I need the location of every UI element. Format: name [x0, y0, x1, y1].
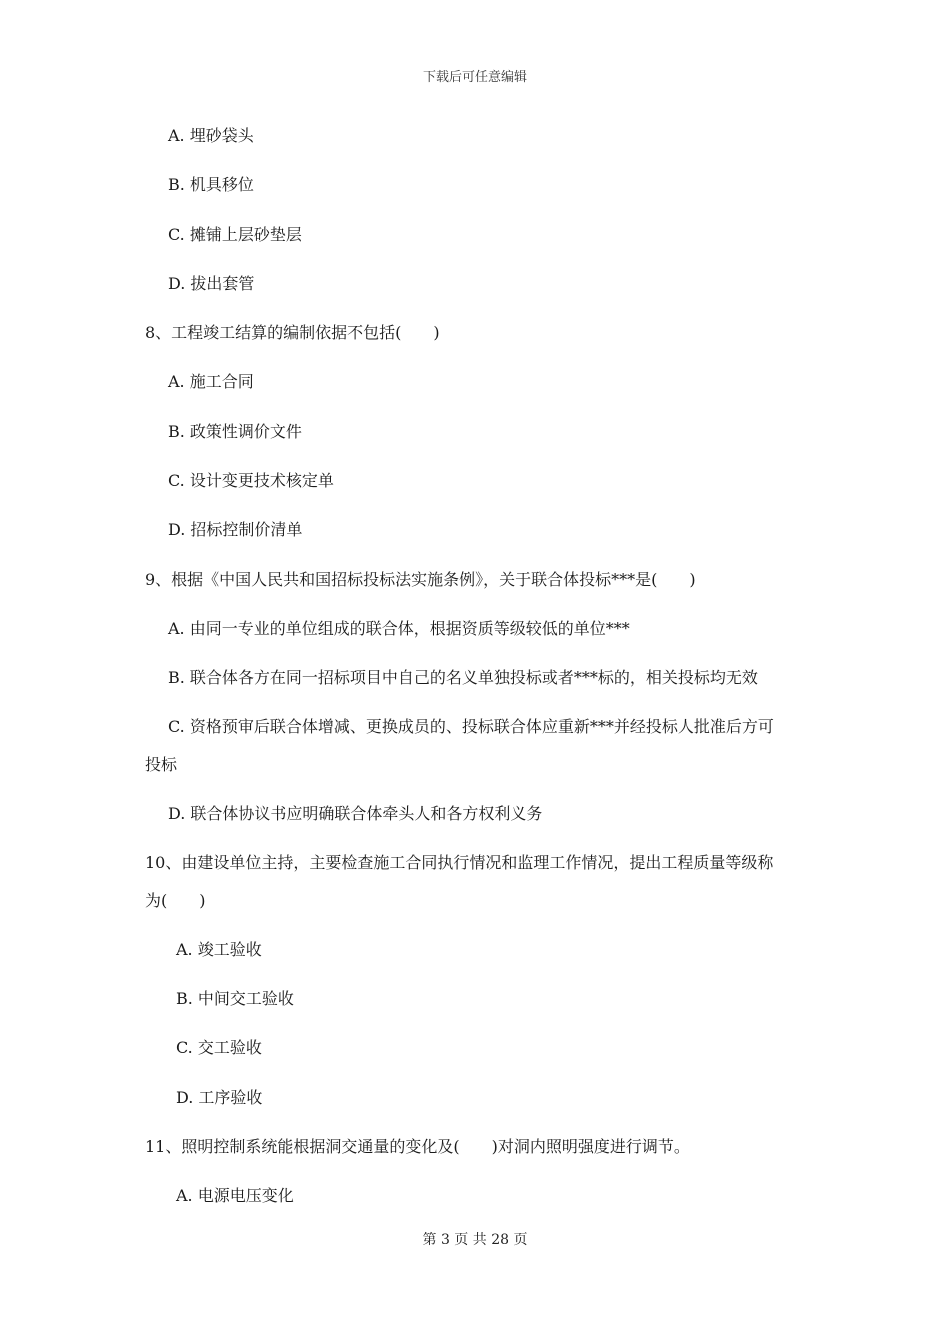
q11-option-a: A. 电源电压变化 — [176, 1186, 294, 1205]
q9-option-c: C. 资格预审后联合体增减、更换成员的、投标联合体应重新***并经投标人批准后方可 — [168, 717, 774, 736]
q10-option-b: B. 中间交工验收 — [176, 989, 294, 1008]
q8-option-d: D. 招标控制价清单 — [168, 520, 303, 539]
question-10: 10、由建设单位主持，主要检查施工合同执行情况和监理工作情况，提出工程质量等级称 — [145, 853, 774, 872]
q8-option-b: B. 政策性调价文件 — [168, 422, 302, 441]
page-header: 下载后可任意编辑 — [422, 70, 527, 85]
question-10-continued: 为( ) — [145, 891, 206, 910]
q7-option-b: B. 机具移位 — [168, 175, 254, 194]
q8-option-a: A. 施工合同 — [168, 372, 254, 391]
q7-option-a: A. 埋砂袋头 — [168, 126, 254, 145]
q9-option-b: B. 联合体各方在同一招标项目中自己的名义单独投标或者***标的，相关投标均无效 — [168, 668, 758, 687]
question-8: 8、工程竣工结算的编制依据不包括( ) — [145, 323, 440, 342]
q10-option-c: C. 交工验收 — [176, 1038, 262, 1057]
q8-option-c: C. 设计变更技术核定单 — [168, 471, 334, 490]
question-9: 9、根据《中国人民共和国招标投标法实施条例》，关于联合体投标***是( ) — [145, 570, 696, 589]
q9-option-c-continued: 投标 — [145, 755, 178, 774]
q10-option-d: D. 工序验收 — [176, 1088, 263, 1107]
question-11: 11、照明控制系统能根据洞交通量的变化及( )对洞内照明强度进行调节。 — [145, 1137, 690, 1156]
q10-option-a: A. 竣工验收 — [176, 940, 262, 959]
q7-option-d: D. 拔出套管 — [168, 274, 255, 293]
page-footer: 第 3 页 共 28 页 — [422, 1232, 528, 1248]
q9-option-a: A. 由同一专业的单位组成的联合体，根据资质等级较低的单位*** — [168, 619, 630, 638]
q7-option-c: C. 摊铺上层砂垫层 — [168, 225, 302, 244]
q9-option-d: D. 联合体协议书应明确联合体牵头人和各方权利义务 — [168, 804, 543, 823]
